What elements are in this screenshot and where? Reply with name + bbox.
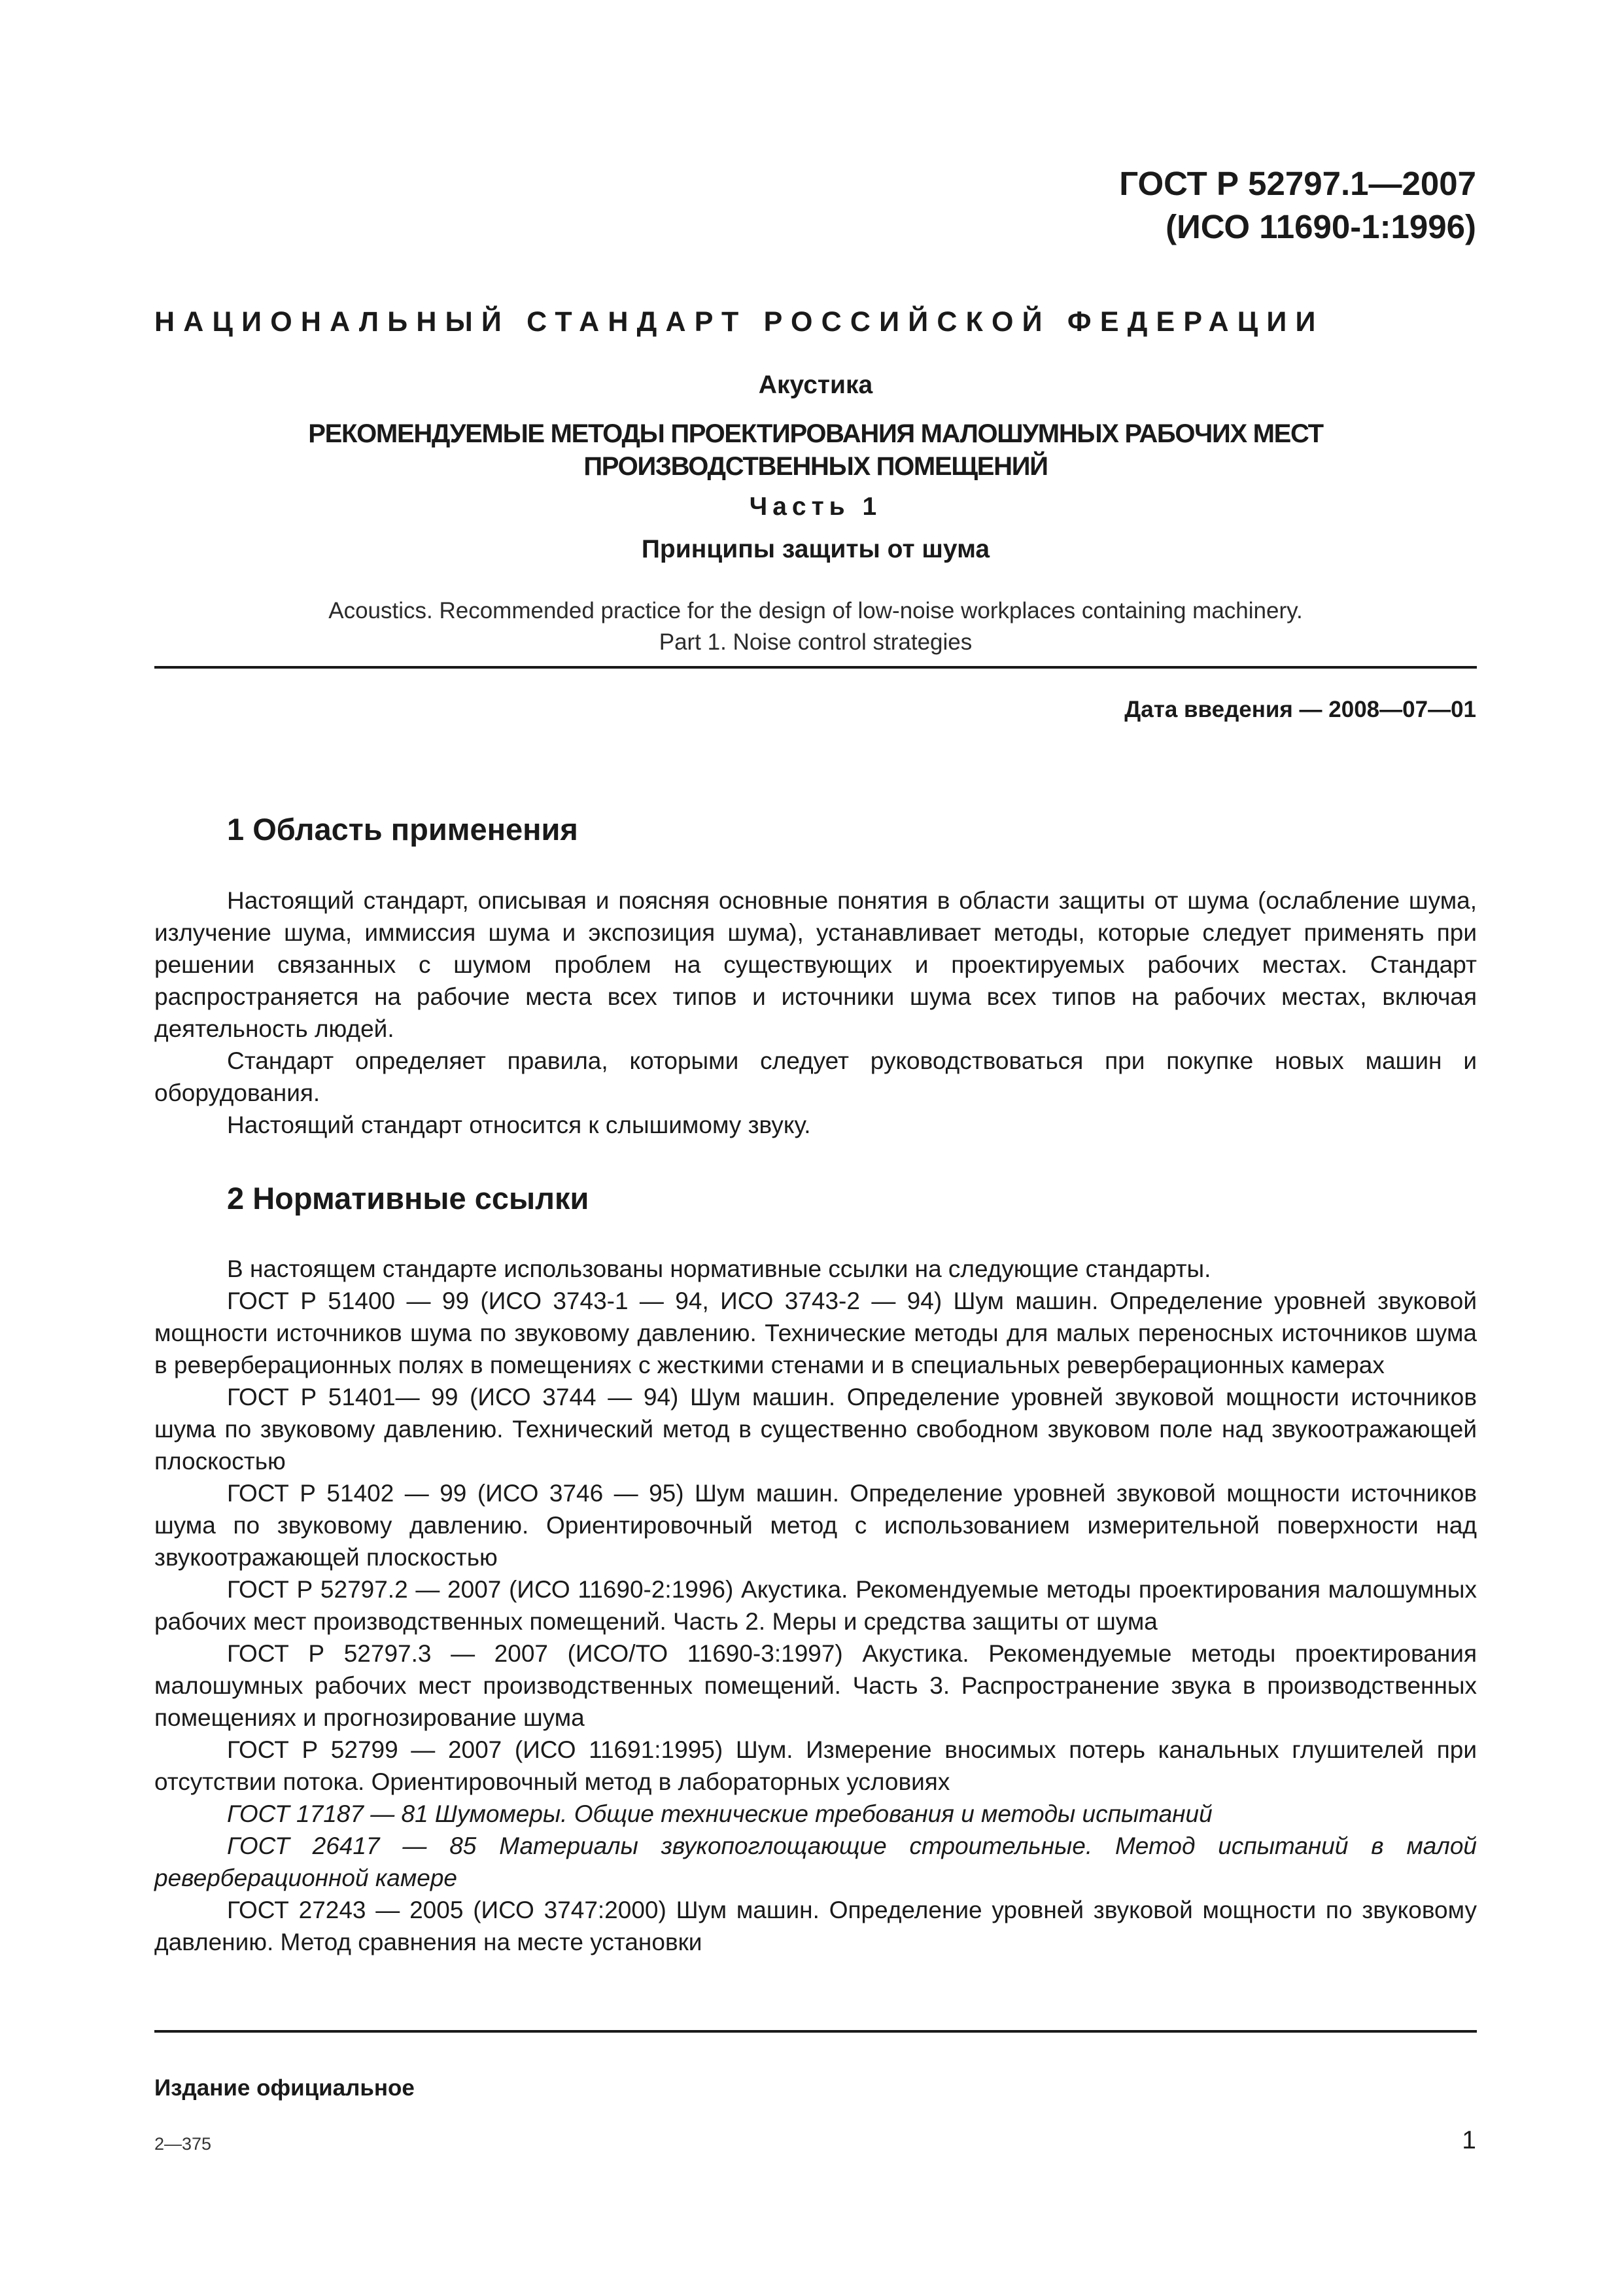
reference-entry: ГОСТ 26417 — 85 Материалы звукопоглощающие строительные. Метод испытаний в малой реверберационной камере [154,1832,1477,1891]
page-number: 1 [1462,2126,1476,2154]
english-title [154,595,1477,658]
reference-entry: ГОСТ Р 51400 — 99 (ИСО 3743-1 — 94, ИСО 3743-2 — 94) Шум машин. Определение уровней звуковой мощности источников шума по звуковому давлению. Технические методы для малых переносных источников шума в реверберационных полях в помещениях с жесткими стенами и в специальных реверберационных камерах [154,1288,1477,1378]
english-title-line: Acoustics. Recommended practice for the design of low-noise workplaces containing machinery. [328,598,1303,623]
part-subtitle: Принципы защиты от шума [641,535,990,563]
paragraph: Стандарт определяет правила, которыми следует руководствоваться при покупке новых машин и оборудования. [154,1047,1477,1106]
english-title-line: Part 1. Noise control strategies [659,629,973,655]
reference-entry: ГОСТ 17187 — 81 Шумомеры. Общие технические требования и методы испытаний [227,1800,1213,1827]
paragraph: Настоящий стандарт, описывая и поясняя основные понятия в области защиты от шума (ослабление шума, излучение шума, иммиссия шума и экспозиция шума), устанавливает методы, которые следует применять при решении связанных с шумом проблем на существующих и проектируемых рабочих местах. Стандарт распространяется на рабочие места всех типов и источники шума всех типов на рабочих местах, включая деятельность людей. [154,887,1477,1042]
standard-number: ГОСТ Р 52797.1—2007 [1119,165,1476,202]
section-body-scope [154,885,1477,1141]
footer-divider [154,2030,1477,2033]
section-heading-references: 2 Нормативные ссылки [227,1181,589,1216]
introduction-date: Дата введения — 2008—07—01 [1124,697,1476,722]
paragraph: В настоящем стандарте использованы нормативные ссылки на следующие стандарты. [227,1255,1211,1282]
topic-title: Акустика [758,371,873,399]
document-title-line: ПРОИЗВОДСТВЕННЫХ ПОМЕЩЕНИЙ [583,452,1048,481]
document-title [154,417,1477,483]
reference-entry: ГОСТ Р 51402 — 99 (ИСО 3746 — 95) Шум машин. Определение уровней звуковой мощности источников шума по звуковому давлению. Ориентировочный метод с использованием измерительной поверхности над звукоотражающей плоскостью [154,1480,1477,1571]
national-standard-banner: НАЦИОНАЛЬНЫЙ СТАНДАРТ РОССИЙСКОЙ ФЕДЕРАЦИИ [154,306,1324,338]
part-label: Часть 1 [749,493,882,521]
reference-entry: ГОСТ Р 52797.2 — 2007 (ИСО 11690-2:1996) Акустика. Рекомендуемые методы проектирования малошумных рабочих мест производственных помещений. Часть 2. Меры и средства защиты от шума [154,1576,1477,1635]
reference-entry: ГОСТ Р 52799 — 2007 (ИСО 11691:1995) Шум. Измерение вносимых потерь канальных глушителей при отсутствии потока. Ориентировочный метод в лабораторных условиях [154,1736,1477,1795]
reference-entry: ГОСТ Р 52797.3 — 2007 (ИСО/ТО 11690-3:1997) Акустика. Рекомендуемые методы проектирования малошумных рабочих мест производственных помещений. Часть 3. Распространение звука в производственных помещениях и прогнозирование шума [154,1640,1477,1731]
print-code: 2—375 [154,2134,212,2154]
document-title-line: РЕКОМЕНДУЕМЫЕ МЕТОДЫ ПРОЕКТИРОВАНИЯ МАЛОШУМНЫХ РАБОЧИХ МЕСТ [308,419,1323,448]
iso-equivalent: (ИСО 11690-1:1996) [1166,208,1476,245]
section-heading-scope: 1 Область применения [227,812,578,847]
reference-entry: ГОСТ 27243 — 2005 (ИСО 3747:2000) Шум машин. Определение уровней звуковой мощности по звуковому давлению. Метод сравнения на месте установки [154,1897,1477,1955]
paragraph: Настоящий стандарт относится к слышимому звуку. [227,1112,811,1138]
official-edition-label: Издание официальное [154,2075,415,2101]
standard-designation [1119,162,1476,249]
section-body-references [154,1253,1477,1958]
title-divider [154,666,1477,669]
reference-entry: ГОСТ Р 51401— 99 (ИСО 3744 — 94) Шум машин. Определение уровней звуковой мощности источников шума по звуковому давлению. Технический метод в существенно свободном звуковом поле над звукоотражающей плоскостью [154,1384,1477,1475]
